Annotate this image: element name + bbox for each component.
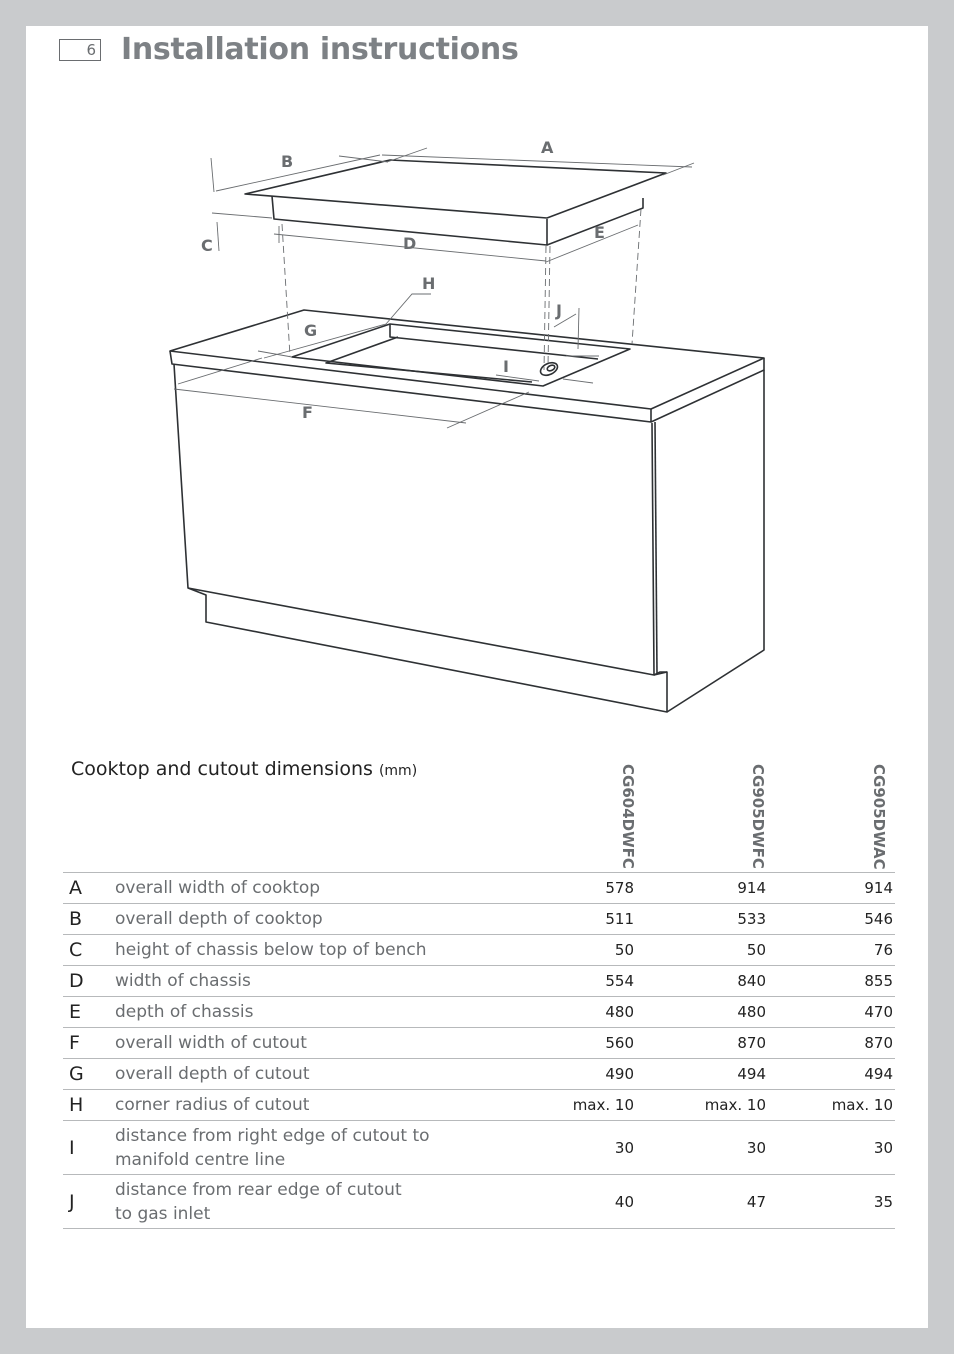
value-cell: 560 (504, 1028, 636, 1059)
dimensions-table (63, 872, 895, 1229)
table-row (63, 1028, 895, 1059)
row-key: H (63, 1090, 115, 1121)
value-cell: 480 (636, 997, 768, 1028)
table-row (63, 1090, 895, 1121)
unit-label: (mm) (378, 763, 418, 779)
row-description: overall width of cutout (115, 1028, 504, 1059)
value-cell: 47 (636, 1175, 768, 1229)
table-row (63, 1059, 895, 1090)
column-header-model-1: CG604DWFC (619, 764, 637, 869)
table-row (63, 1121, 895, 1175)
row-description: distance from right edge of cutout to manifold centre line (115, 1121, 504, 1175)
label-f: F (302, 403, 313, 422)
column-header-model-2: CG905DWFC (749, 764, 767, 869)
row-description: corner radius of cutout (115, 1090, 504, 1121)
value-cell: 870 (636, 1028, 768, 1059)
label-a: A (541, 138, 554, 157)
table-row (63, 904, 895, 935)
table-row (63, 966, 895, 997)
row-key: B (63, 904, 115, 935)
row-key: D (63, 966, 115, 997)
value-cell: 30 (636, 1121, 768, 1175)
row-key: I (63, 1121, 115, 1175)
label-e: E (594, 223, 605, 242)
row-key: C (63, 935, 115, 966)
label-i: I (503, 357, 509, 376)
row-description: height of chassis below top of bench (115, 935, 504, 966)
value-cell: 50 (504, 935, 636, 966)
value-cell: 30 (768, 1121, 895, 1175)
label-b: B (281, 152, 294, 171)
row-description: overall width of cooktop (115, 873, 504, 904)
value-cell: 870 (768, 1028, 895, 1059)
value-cell: 546 (768, 904, 895, 935)
row-key: J (63, 1175, 115, 1229)
row-description: overall depth of cutout (115, 1059, 504, 1090)
value-cell: 40 (504, 1175, 636, 1229)
cabinet-body (174, 364, 654, 675)
table-title: Cooktop and cutout dimensions (mm) (71, 758, 418, 780)
label-g: G (304, 321, 318, 340)
value-cell: 855 (768, 966, 895, 997)
label-j: J (556, 301, 562, 320)
cooktop-top (245, 160, 666, 218)
value-cell: 914 (768, 873, 895, 904)
value-cell: 494 (636, 1059, 768, 1090)
row-key: F (63, 1028, 115, 1059)
row-key: A (63, 873, 115, 904)
value-cell: 494 (768, 1059, 895, 1090)
column-header-model-3: CG905DWAC (870, 764, 888, 870)
installation-diagram (26, 26, 928, 746)
label-h: H (422, 274, 436, 293)
value-cell: max. 10 (504, 1090, 636, 1121)
value-cell: 470 (768, 997, 895, 1028)
page-number: 6 (59, 39, 101, 61)
value-cell: 480 (504, 997, 636, 1028)
value-cell: 578 (504, 873, 636, 904)
page-title: Installation instructions (121, 32, 519, 67)
row-description: overall depth of cooktop (115, 904, 504, 935)
table-row (63, 873, 895, 904)
row-description: width of chassis (115, 966, 504, 997)
value-cell: max. 10 (636, 1090, 768, 1121)
row-key: E (63, 997, 115, 1028)
value-cell: 840 (636, 966, 768, 997)
row-description: distance from rear edge of cutout to gas inlet (115, 1175, 504, 1229)
row-description: depth of chassis (115, 997, 504, 1028)
table-row (63, 997, 895, 1028)
label-d: D (403, 234, 417, 253)
table-row (63, 935, 895, 966)
value-cell: 511 (504, 904, 636, 935)
value-cell: 76 (768, 935, 895, 966)
value-cell: 35 (768, 1175, 895, 1229)
row-key: G (63, 1059, 115, 1090)
label-c: C (201, 236, 213, 255)
table-row (63, 1175, 895, 1229)
value-cell: max. 10 (768, 1090, 895, 1121)
value-cell: 490 (504, 1059, 636, 1090)
value-cell: 554 (504, 966, 636, 997)
value-cell: 50 (636, 935, 768, 966)
value-cell: 533 (636, 904, 768, 935)
page (26, 26, 928, 1328)
value-cell: 30 (504, 1121, 636, 1175)
value-cell: 914 (636, 873, 768, 904)
